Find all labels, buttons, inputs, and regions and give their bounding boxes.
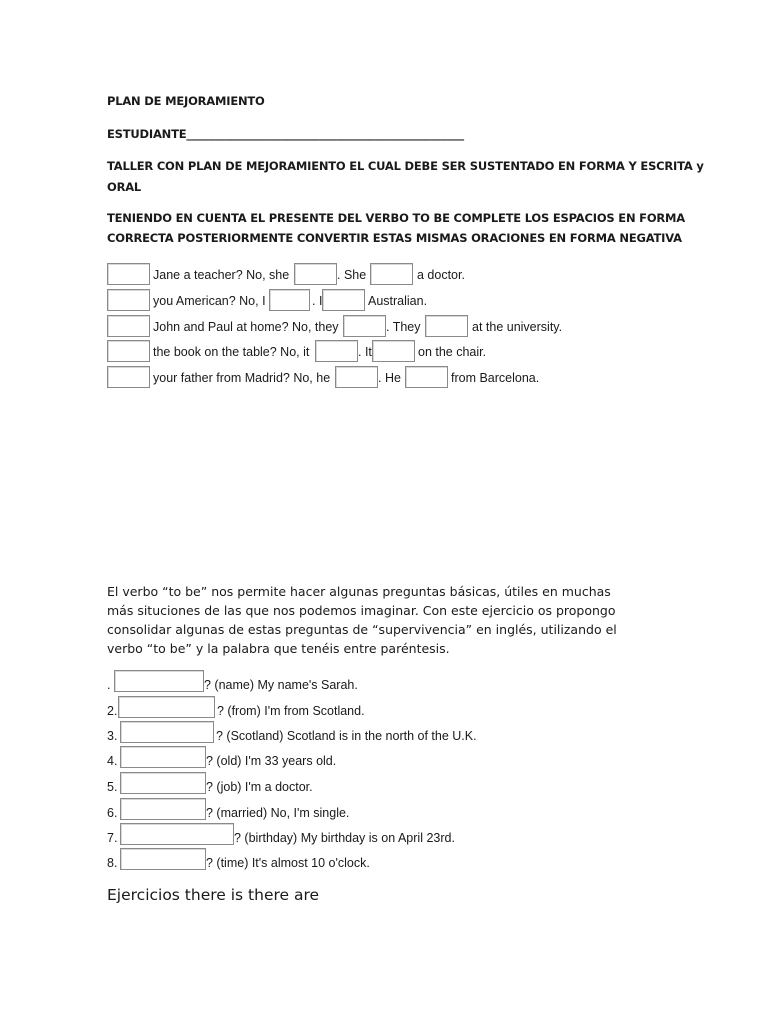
exercise2-text: ? (Scotland) Scotland is in the north of the U.K. xyxy=(216,729,477,743)
workshop-line-1: TALLER CON PLAN DE MEJORAMIENTO EL CUAL DEBE SER SUSTENTADO EN FORMA Y ESCRITA y xyxy=(107,159,704,173)
exercise1-text-1a: Jane a teacher? No, she xyxy=(153,268,290,282)
exercise1-text-3b: . They xyxy=(386,320,421,334)
exercise1-text-3a: John and Paul at home? No, they xyxy=(153,320,339,334)
exercise2-text: ? (from) I'm from Scotland. xyxy=(217,704,365,718)
exercise2-number: 5. xyxy=(107,780,118,794)
answer-box-1[interactable] xyxy=(114,670,204,692)
answer-box-3[interactable] xyxy=(120,721,214,743)
instruction-line-1: TENIENDO EN CUENTA EL PRESENTE DEL VERBO TO BE COMPLETE LOS ESPACIOS EN FORMA xyxy=(107,211,686,225)
exercise2-text: ? (old) I'm 33 years old. xyxy=(206,754,337,768)
exercise2-number: 7. xyxy=(107,831,118,845)
exercise1-row-3 xyxy=(0,315,768,337)
exercise2-text: ? (time) It's almost 10 o'clock. xyxy=(206,856,370,870)
blank-box-3b[interactable] xyxy=(343,315,386,337)
exercise1-row-1 xyxy=(0,263,768,285)
blank-box-5b[interactable] xyxy=(335,366,378,388)
exercise1-row-2 xyxy=(0,289,768,311)
exercise2-number: 3. xyxy=(107,729,118,743)
exercise1-text-5a: your father from Madrid? No, he xyxy=(153,371,331,385)
exercise1-text-4c: on the chair. xyxy=(418,345,487,359)
exercise2-number: . xyxy=(107,678,111,692)
intro-paragraph: El verbo “to be” nos permite hacer algunas preguntas básicas, útiles en muchas más situciones de las que nos podemos imaginar. Con este ejercicio os propongo consolidar algunas de estas preguntas de “supervivencia” en inglés, utilizando el verbo “to be” y la palabra que tenéis entre paréntesis. xyxy=(107,584,617,656)
answer-box-8[interactable] xyxy=(120,848,206,870)
exercise2-text: ? (married) No, I'm single. xyxy=(206,806,350,820)
answer-box-4[interactable] xyxy=(120,746,206,768)
blank-box-2b[interactable] xyxy=(269,289,310,311)
answer-box-2[interactable] xyxy=(118,696,215,718)
exercise1-text-1b: . She xyxy=(337,268,367,282)
exercise2-number: 2. xyxy=(107,704,118,718)
exercise1-text-2c: Australian. xyxy=(368,294,428,308)
student-name-line: ESTUDIANTE__________________________________________________ xyxy=(107,127,464,141)
exercise1-text-5c: from Barcelona. xyxy=(451,371,540,385)
exercise2-text: ? (job) I'm a doctor. xyxy=(206,780,313,794)
blank-box-5c[interactable] xyxy=(405,366,448,388)
exercise2-row-6 xyxy=(0,798,768,820)
exercise1-text-4a: the book on the table? No, it xyxy=(153,345,310,359)
exercise1-text-2a: you American? No, I xyxy=(153,294,266,308)
exercise2-row-7 xyxy=(0,823,768,845)
exercise1-text-2b: . I xyxy=(312,294,323,308)
blank-box-3a[interactable] xyxy=(107,315,150,337)
exercise1-text-3c: at the university. xyxy=(472,320,563,334)
exercise2-row-2 xyxy=(0,696,768,718)
instruction-line-2: CORRECTA POSTERIORMENTE CONVERTIR ESTAS MISMAS ORACIONES EN FORMA NEGATIVA xyxy=(107,231,682,245)
document-title: PLAN DE MEJORAMIENTO xyxy=(107,94,265,108)
exercise2-number: 8. xyxy=(107,856,118,870)
exercise2-number: 6. xyxy=(107,806,118,820)
blank-box-1b[interactable] xyxy=(294,263,337,285)
exercise1-row-5 xyxy=(0,366,768,388)
blank-box-2a[interactable] xyxy=(107,289,150,311)
exercise2-row-5 xyxy=(0,772,768,794)
answer-box-6[interactable] xyxy=(120,798,206,820)
answer-box-5[interactable] xyxy=(120,772,206,794)
exercise2-row-4 xyxy=(0,746,768,768)
answer-box-7[interactable] xyxy=(120,823,234,845)
exercise2-row-3 xyxy=(0,721,768,743)
exercise2-text: ? (name) My name's Sarah. xyxy=(204,678,358,692)
blank-box-5a[interactable] xyxy=(107,366,150,388)
blank-box-1c[interactable] xyxy=(370,263,413,285)
exercise1-text-4b: . It xyxy=(358,345,372,359)
section-heading: Ejercicios there is there are xyxy=(107,886,320,904)
exercise1-text-1c: a doctor. xyxy=(417,268,465,282)
blank-box-4b[interactable] xyxy=(315,340,358,362)
blank-box-3c[interactable] xyxy=(425,315,468,337)
blank-box-4a[interactable] xyxy=(107,340,150,362)
exercise2-row-1 xyxy=(0,670,768,692)
exercise2-row-8 xyxy=(0,848,768,870)
exercise1-text-5b: . He xyxy=(378,371,401,385)
exercise1-row-4 xyxy=(0,340,768,362)
blank-box-2c[interactable] xyxy=(322,289,365,311)
blank-box-4c[interactable] xyxy=(372,340,415,362)
exercise2-text: ? (birthday) My birthday is on April 23rd. xyxy=(234,831,455,845)
exercise2-number: 4. xyxy=(107,754,118,768)
workshop-line-2: ORAL xyxy=(107,180,142,194)
blank-box-1a[interactable] xyxy=(107,263,150,285)
